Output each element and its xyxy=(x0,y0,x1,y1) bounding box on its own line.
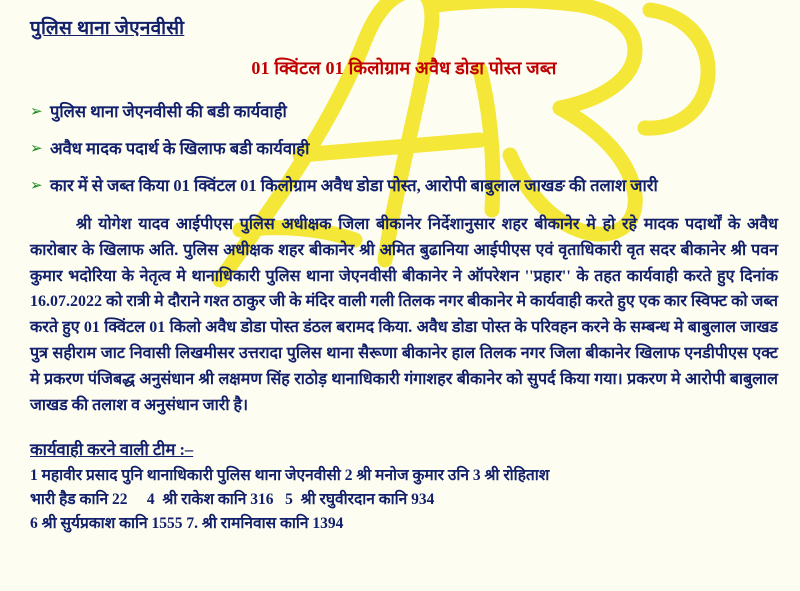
team-line: भारी हैड कानि 22 4 श्री राकेश कानि 316 5 श्री रघुवीरदान कानि 934 xyxy=(30,491,435,509)
team-line: 6 श्री सुर्यप्रकाश कानि 1555 7. श्री रामनिवास कानि 1394 xyxy=(30,515,344,533)
bullet-list xyxy=(30,100,778,198)
headline: 01 क्विंटल 01 किलोग्राम अवैध डोडा पोस्त जब्त xyxy=(251,58,557,78)
body-paragraph: श्री योगेश यादव आईपीएस पुलिस अधीक्षक जिला बीकानेर निर्देशानुसार शहर बीकानेर मे हो रहे मादक पदार्थों के अवैध कारोबार के खिलाफ अति. पुलिस अधीक्षक शहर बीकानेर श्री अमित बुढानिया आईपीएस एवं वृताधिकारी वृत सदर बीकानेर श्री पवन कुमार भदोरिया के नेतृत्व मे थानाधिकारी पुलिस थाना जेएनवीसी बीकानेर ने ऑपरेशन ''प्रहार'' के तहत कार्यवाही करते हुए दिनांक 16.07.2022 को रात्री मे दौराने गश्त ठाकुर जी के मंदिर वाली गली तिलक नगर बीकानेर मे कार्यवाही करते हुए एक कार स्विफ्ट को जब्त करते हुए 01 क्विंटल 01 किलो अवैध डोडा पोस्त डंठल बरामद किया. अवैध डोडा पोस्त के परिवहन करने के सम्बन्ध मे बाबुलाल जाखड पुत्र सहीराम जाट निवासी लिखमीसर उत्तरादा पुलिस थाना सैरूणा बीकानेर हाल तिलक नगर जिला बीकानेर खिलाफ एनडीपीएस एक्ट मे प्रकरण पंजिबद्ध अनुसंधान श्री लक्षमण सिंह राठोड़ थानाधिकारी गंगाशहर बीकानेर को सुपर्द किया गया। प्रकरण मे आरोपी बाबुलाल जाखड की तलाश व अनुसंधान जारी है। xyxy=(30,215,778,415)
arrow-bullet-icon: ➢ xyxy=(30,104,43,120)
arrow-bullet-icon: ➢ xyxy=(30,140,43,157)
list-item xyxy=(30,174,778,198)
team-line: 1 महावीर प्रसाद पुनि थानाधिकारी पुलिस थाना जेएनवीसी 2 श्री मनोज कुमार उनि 3 श्री रोहिताश xyxy=(30,467,550,485)
list-item-label: पुलिस थाना जेएनवीसी की बडी कार्यवाही xyxy=(50,102,287,121)
team-list xyxy=(30,464,778,536)
list-item xyxy=(30,100,778,124)
list-item xyxy=(30,137,778,161)
team-heading: कार्यवाही करने वाली टीम :– xyxy=(30,440,194,460)
arrow-bullet-icon: ➢ xyxy=(30,177,43,194)
document-content xyxy=(30,14,778,536)
list-item-label: कार में से जब्त किया 01 क्विंटल 01 किलोग्राम अवैध डोडा पोस्त, आरोपी बाबुलाल जाखङ की तलाश जारी xyxy=(50,175,658,195)
page-title: पुलिस थाना जेएनवीसी xyxy=(30,18,185,39)
list-item-label: अवैध मादक पदार्थ के खिलाफ बडी कार्यवाही xyxy=(50,138,310,158)
